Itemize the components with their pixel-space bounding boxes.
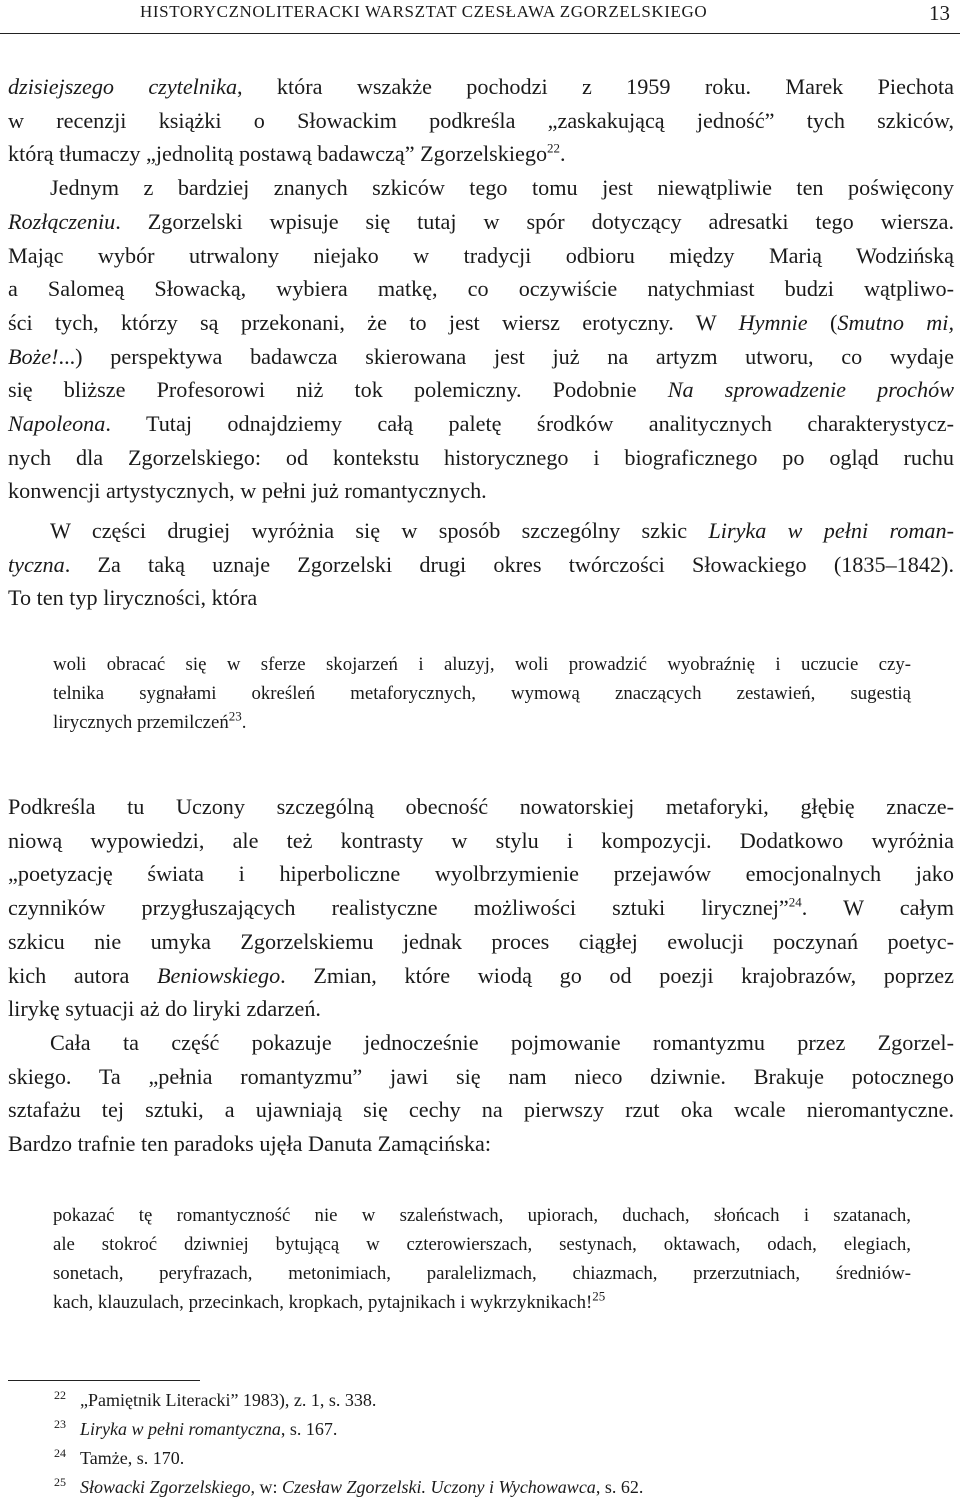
quote-line: sonetach, peryfrazach, metonimiach, paralelizmach, chiazmach, przerzutniach, średniów- (53, 1263, 911, 1284)
text-line: Napoleona. Tutaj odnajdziemy całą paletę środków analitycznych charakterystycz- (8, 411, 954, 437)
quote-line: kach, klauzulach, przecinkach, kropkach, pytajnikach i wykrzyknikach!$^{25}$ (53, 1288, 606, 1313)
text-line: konwencji artystycznych, w pełni już romantycznych. (8, 478, 487, 504)
quote-line: pokazać tę romantyczność nie w szaleństwach, upiorach, duchach, słońcach i szatanach, (53, 1205, 911, 1226)
block-quote-1 (53, 650, 911, 737)
text-line: skiego. Ta „pełnia romantyzmu” jawi się nam nieco dziwnie. Brakuje potocznego (8, 1063, 954, 1089)
block-quote-2 (53, 1201, 911, 1317)
text-line: Cała ta część pokazuje jednocześnie pojmowanie romantyzmu przez Zgorzel- (50, 1030, 954, 1055)
quote-line: ale stokroć dziwniej bytującą w czterowierszach, sestynach, oktawach, odach, elegiach, (53, 1234, 911, 1255)
text-line: się bliższe Profesorowi niż tok polemiczny. Podobnie Na sprowadzenie prochów (8, 377, 955, 403)
text-line: Rozłączeniu. Zgorzelski wpisuje się tutaj w spór dotyczący adresatki tego wiersza. (8, 208, 954, 234)
text-line: ści tych, którzy są przekonani, że to jest wiersz erotyczny. W Hymnie (Smutno mi, (8, 309, 954, 335)
footnote-number: 24 (54, 1446, 66, 1460)
text-line: lirykę sytuacji aż do liryki zdarzeń. (8, 996, 321, 1022)
paragraph-pelnia (8, 1026, 954, 1161)
text-line: kich autora Beniowskiego. Zmian, które wiodą go od poezji krajobrazów, poprzez (8, 962, 954, 988)
text-line: dzisiejszego czytelnika, która wszakże pochodzi z 1959 roku. Marek Piechota (8, 74, 954, 99)
text-line: W części drugiej wyróżnia się w sposób szczególny szkic Liryka w pełni roman- (50, 518, 954, 543)
footnotes (8, 1386, 948, 1502)
text-line: Boże!...) perspektywa badawcza skierowana jest już na artyzm utworu, co wydaje (8, 343, 954, 369)
footnote-23: 23 Liryka w pełni romantyczna, s. 167. (8, 1415, 948, 1444)
text-line: sztafażu tej sztuki, a ujawniają się cechy na pierwszy rzut oka wcale nieromantyczne. (8, 1097, 954, 1123)
text-line: niową wypowiedzi, ale też kontrasty w stylu i kompozycji. Dodatkowo wyróżnia (8, 827, 954, 853)
footnote-separator (8, 1380, 200, 1381)
running-header-title: HISTORYCZNOLITERACKI WARSZTAT CZESŁAWA ZGORZELSKIEGO (140, 2, 708, 21)
text-line: To ten typ liryczności, która (8, 585, 258, 611)
footnote-24: 24 Tamże, s. 170. (8, 1444, 948, 1473)
paragraph-continuation (8, 70, 954, 508)
footnote-25: 25 Słowacki Zgorzelskiego, w: Czesław Zgorzelski. Uczony i Wychowawca, s. 62. (8, 1473, 948, 1502)
footnote-number: 23 (54, 1417, 66, 1431)
text-line: Jednym z bardziej znanych szkiców tego tomu jest niewątpliwie ten poświęcony (50, 175, 954, 201)
footnote-22: 22 „Pamiętnik Literacki” 1983), z. 1, s. 338. (8, 1386, 948, 1415)
running-header (0, 0, 960, 36)
text-line: „poetyzację świata i hiperboliczne wyolbrzymienie przejawów emocjonalnych jako (8, 861, 954, 887)
text-line: a Salomeą Słowacką, wybiera matkę, co oczywiście natychmiast budzi wątpliwo- (8, 276, 954, 302)
footnote-number: 22 (54, 1388, 66, 1402)
footnote-number: 25 (54, 1475, 66, 1489)
text-line: czynników przygłuszających realistyczne możliwości sztuki lirycznej”$^{24}$. W całym (8, 894, 954, 921)
text-line: Bardzo trafnie ten paradoks ujęła Danuta Zamącińska: (8, 1131, 491, 1157)
text-line: Mając wybór utrwalony niejako w tradycji odbioru między Marią Wodzińską (8, 242, 954, 268)
text-line: tyczna. Za taką uznaje Zgorzelski drugi okres twórczości Słowackiego (1835–1842). (8, 551, 954, 577)
text-line: którą tłumaczy „jednolitą postawą badawczą” Zgorzelskiego$^{22}$. (8, 141, 566, 167)
quote-line: lirycznych przemilczeń$^{23}$. (53, 708, 247, 733)
text-line: Podkreśla tu Uczony szczególną obecność nowatorskiej metaforyki, głębię znacze- (8, 794, 954, 819)
footnote-ref-23: 23 (228, 708, 242, 724)
quote-line: woli obracać się w sferze skojarzeń i aluzyj, woli prowadzić wyobraźnię i uczucie czy- (53, 654, 911, 675)
text-line: w recenzji książki o Słowackim podkreśla „zaskakującą jedność” tych szkiców, (8, 107, 954, 133)
quote-line: telnika sygnałami określeń metaforycznych, wymową znaczących zestawień, sugestią (53, 683, 911, 704)
paragraph-metaforyka (8, 790, 954, 1026)
footnote-ref-24: 24 (788, 894, 802, 910)
footnote-ref-22: 22 (547, 141, 561, 157)
text-line: nych dla Zgorzelskiego: od kontekstu historycznego i biograficznego po ogląd ruchu (8, 444, 954, 470)
header-rule (0, 33, 960, 34)
paragraph-liryka (8, 514, 954, 615)
text-line: szkicu nie umyka Zgorzelskiemu jednak proces ciągłej ewolucji poczynań poetyc- (8, 928, 954, 954)
footnote-ref-25: 25 (592, 1288, 606, 1304)
page-number: 13 (929, 1, 950, 25)
